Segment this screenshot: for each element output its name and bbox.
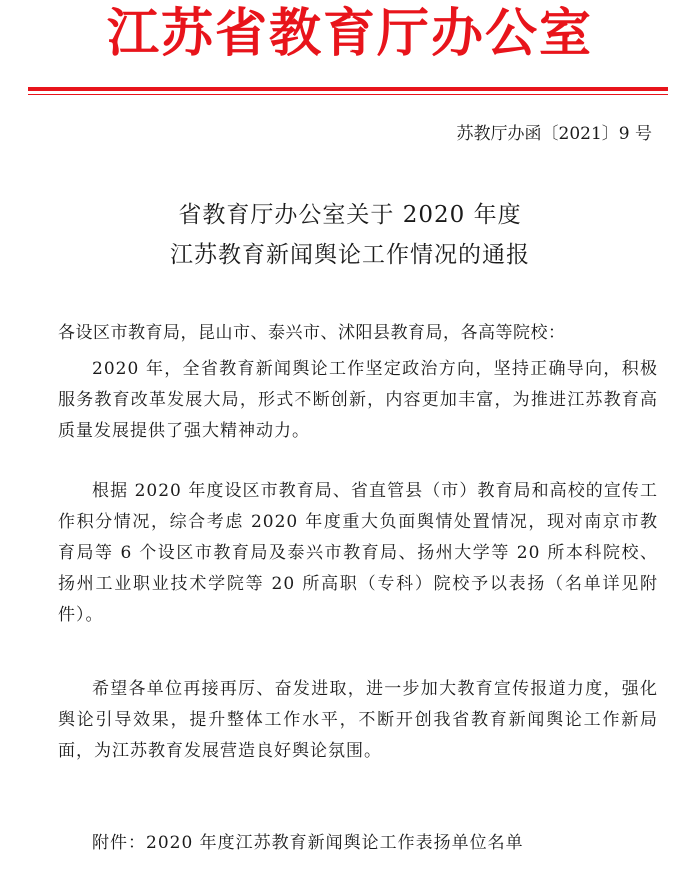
document-title-line-1: 省教育厅办公室关于 2020 年度 — [178, 202, 522, 228]
paragraph-3: 希望各单位再接再厉、奋发进取，进一步加大教育宣传报道力度，强化舆论引导效果，提升整体工作水平，不断开创我省教育新闻舆论工作新局面，为江苏教育发展营造良好舆论氛围。 — [58, 679, 658, 761]
masthead-rule-thin — [28, 94, 668, 95]
document-masthead: 江苏省教育厅办公室 — [106, 3, 593, 64]
paragraph-1: 2020 年，全省教育新闻舆论工作坚定政治方向，坚持正确导向，积极服务教育改革发展大局，形式不断创新，内容更加丰富，为推进江苏教育高质量发展提供了强大精神动力。 — [58, 359, 658, 441]
document-title-line-2: 江苏教育新闻舆论工作情况的通报 — [170, 242, 530, 268]
masthead-rule-thick — [28, 87, 668, 91]
attachment-note: 附件：2020 年度江苏教育新闻舆论工作表扬单位名单 — [92, 833, 524, 853]
paragraph-2: 根据 2020 年度设区市教育局、省直管县（市）教育局和高校的宣传工作积分情况，综合考虑 2020 年度重大负面舆情处置情况，现对南京市教育局等 6 个设区市教育局及泰兴市教育局、扬州大学等 20 所本科院校、扬州工业职业技术学院等 20 所高职（专科）院校予以表扬（名单详见附件）。 — [58, 481, 658, 625]
document-number: 苏教厅办函〔2021〕9 号 — [456, 124, 652, 144]
salutation: 各设区市教育局，昆山市、泰兴市、沭阳县教育局，各高等院校： — [58, 323, 566, 343]
